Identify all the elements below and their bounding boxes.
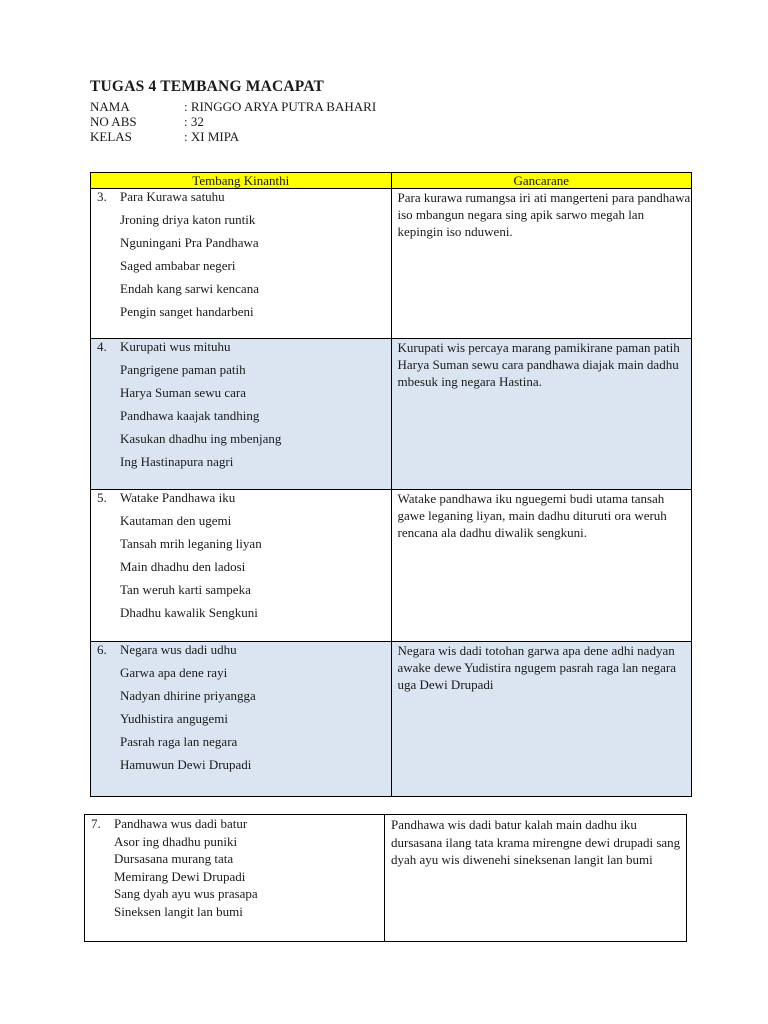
gancaran-cell (391, 339, 692, 490)
header-gancarane: Gancarane (391, 173, 692, 189)
info-value: : XI MIPA (184, 129, 240, 144)
verse-line: Para Kurawa satuhu (120, 189, 225, 204)
verse-line: Garwa apa dene rayi (120, 665, 228, 680)
verse-line: Tansah mrih leganing liyan (120, 536, 262, 551)
document-title: TUGAS 4 TEMBANG MACAPAT (90, 78, 325, 95)
verse-line: Memirang Dewi Drupadi (114, 868, 246, 884)
verse-line: Jroning driya katon runtik (120, 212, 256, 227)
verse-line: Endah kang sarwi kencana (120, 281, 259, 296)
gancaran-text: Watake pandhawa iku nguegemi budi utama tansah gawe leganing liyan, main dadhu dituruti ora weruh rencana ala dadhu diwalik sengkuni. (397, 491, 667, 540)
verse-line: Harya Suman sewu cara (120, 385, 246, 400)
verse-line: Hamuwun Dewi Drupadi (120, 757, 252, 772)
info-label: KELAS (90, 129, 132, 144)
verse-line: Pandhawa kaajak tandhing (120, 408, 260, 423)
verse-cell (91, 642, 392, 797)
verse-line: Pengin sanget handarbeni (120, 304, 254, 319)
tembang-table (90, 172, 692, 797)
verse-number: 4. (97, 339, 107, 354)
verse-line: Nadyan dhirine priyangga (120, 688, 256, 703)
table-row (91, 339, 692, 490)
info-label: NO ABS (90, 114, 137, 129)
verse-line: Kautaman den ugemi (120, 513, 232, 528)
info-label: NAMA (90, 99, 130, 114)
gancaran-text: Kurupati wis percaya marang pamikirane paman patih Harya Suman sewu cara pandhawa diajak main dadhu mbesuk ing negara Hastina. (397, 340, 680, 389)
verse-cell (91, 189, 392, 339)
verse-line: Main dhadhu den ladosi (120, 559, 246, 574)
verse-line: Watake Pandhawa iku (120, 490, 236, 505)
verse-cell (91, 490, 392, 642)
header-tembang-kinanthi: Tembang Kinanthi (91, 173, 392, 189)
verse-line: Negara wus dadi udhu (120, 642, 237, 657)
verse-cell (85, 815, 385, 942)
gancaran-cell (391, 490, 692, 642)
gancaran-text: Para kurawa rumangsa iri ati mangerteni para pandhawa iso mbangun negara sing apik sarwo megah lan kepingin iso nduweni. (397, 190, 691, 239)
verse-number: 5. (97, 490, 107, 505)
verse-line: Dhadhu kawalik Sengkuni (120, 605, 258, 620)
verse-line: Kasukan dhadhu ing mbenjang (120, 431, 282, 446)
gancaran-cell (391, 642, 692, 797)
verse-line: Sineksen langit lan bumi (114, 903, 243, 919)
info-value: : RINGGO ARYA PUTRA BAHARI (184, 99, 377, 114)
verse-cell (91, 339, 392, 490)
verse-line: Dursasana murang tata (114, 851, 234, 866)
verse-line: Tan weruh karti sampeka (120, 582, 251, 597)
table-header-row (91, 173, 692, 189)
verse-line: Kurupati wus mituhu (120, 339, 231, 354)
verse-line: Yudhistira angugemi (120, 711, 228, 726)
verse-line: Saged ambabar negeri (120, 258, 236, 273)
table-row (85, 815, 687, 942)
verse-line: Sang dyah ayu wus prasapa (114, 886, 258, 901)
verse-line: Pangrigene paman patih (120, 362, 246, 377)
verse-number: 6. (97, 642, 107, 657)
verse-number: 3. (97, 189, 107, 204)
tembang-table-continued (84, 814, 687, 942)
gancaran-cell (385, 815, 687, 942)
verse-line: Asor ing dhadhu puniki (114, 833, 238, 849)
info-value: : 32 (184, 114, 204, 129)
verse-line: Pandhawa wus dadi batur (114, 816, 248, 831)
gancaran-text: Pandhawa wis dadi batur kalah main dadhu iku dursasana ilang tata krama mirengne dewi drupadi sang dyah ayu wis diwenehi sineksenan langit lan bumi (391, 817, 681, 867)
verse-line: Nguningani Pra Pandhawa (120, 235, 259, 250)
table-row (91, 189, 692, 339)
verse-number: 7. (91, 816, 101, 831)
verse-line: Pasrah raga lan negara (120, 734, 238, 749)
verse-line: Ing Hastinapura nagri (120, 454, 234, 469)
table-row (91, 490, 692, 642)
table-row (91, 642, 692, 797)
gancaran-cell (391, 189, 692, 339)
gancaran-text: Negara wis dadi totohan garwa apa dene adhi nadyan awake dewe Yudistira ngugem pasrah raga lan negara uga Dewi Drupadi (397, 643, 677, 692)
